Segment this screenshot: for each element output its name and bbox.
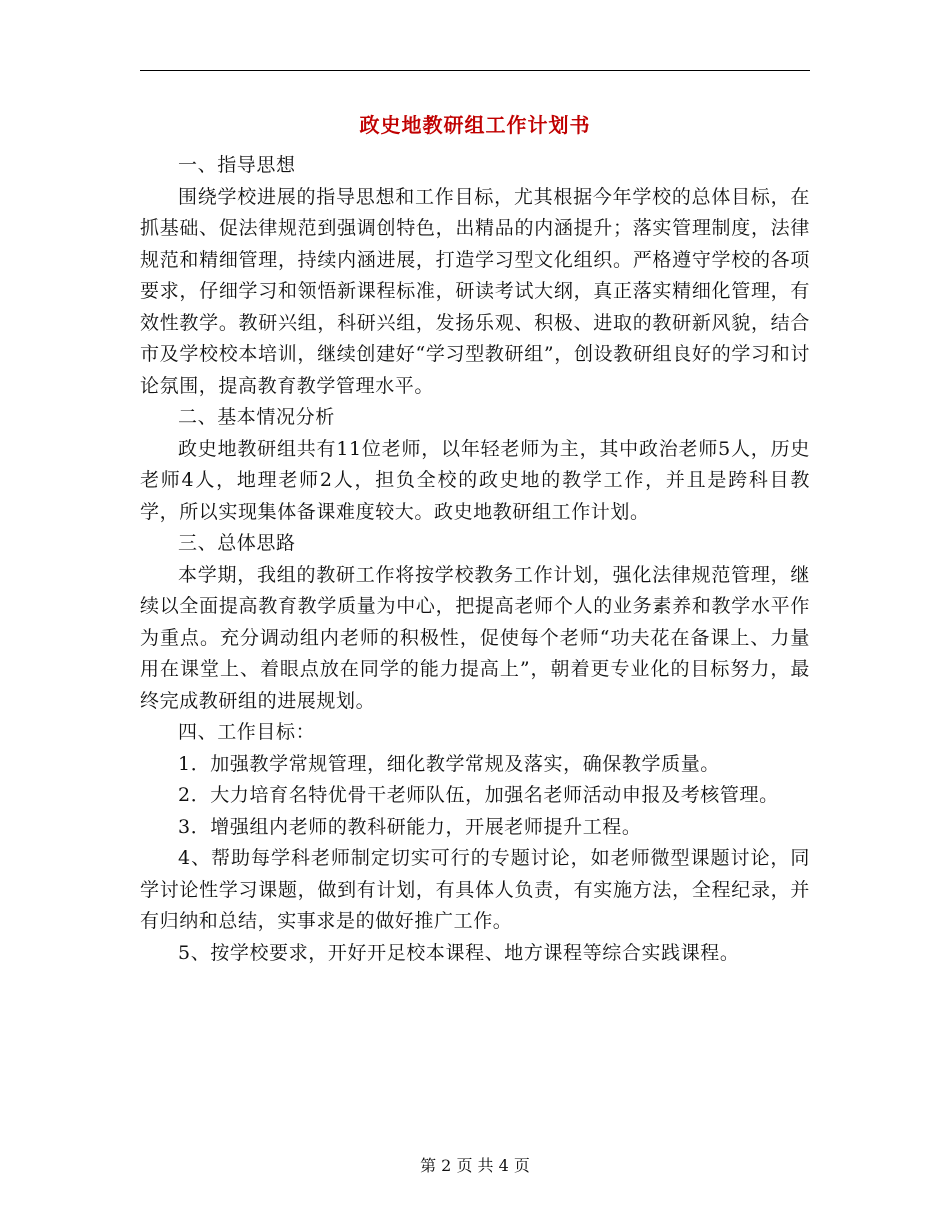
list-item: 1．加强教学常规管理，细化教学常规及落实，确保教学质量。 — [178, 752, 720, 775]
list-item: 3．增强组内老师的教科研能力，开展老师提升工程。 — [178, 815, 642, 838]
page-footer — [0, 1154, 950, 1178]
section-heading: 二、基本情况分析 — [178, 406, 335, 428]
header-rule — [140, 70, 810, 71]
section-heading: 三、总体思路 — [178, 532, 296, 554]
page-number: 第 2 页 共 4 页 — [420, 1156, 530, 1175]
list-item: 2．大力培育名特优骨干老师队伍，加强名老师活动申报及考核管理。 — [178, 784, 779, 806]
section-heading: 四、工作目标： — [178, 721, 316, 743]
paragraph: 本学期，我组的教研工作将按学校教务工作计划，强化法律规范管理，继续以全面提高教育教学质量为中心，把提高老师个人的业务素养和教学水平作为重点。充分调动组内老师的积极性，促使每个老师“功夫花在备课上、力量用在课堂上、着眼点放在同学的能力提高上”，朝着更专业化的目标努力，最终完成教研组的进展规划。 — [140, 563, 810, 712]
paragraph: 政史地教研组共有11位老师，以年轻老师为主，其中政治老师5人，历史老师4人，地理老师2人，担负全校的政史地的教学工作，并且是跨科目教学，所以实现集体备课难度较大。政史地教研组工作计划。 — [140, 437, 810, 523]
section-heading: 一、指导思想 — [178, 154, 296, 176]
document-title: 政史地教研组工作计划书 — [359, 113, 591, 137]
document-body — [140, 150, 810, 969]
list-item: 5、按学校要求，开好开足校本课程、地方课程等综合实践课程。 — [178, 941, 740, 964]
list-item: 4、帮助每学科老师制定切实可行的专题讨论，如老师微型课题讨论，同学讨论性学习课题，做到有计划，有具体人负责，有实施方法，全程纪录，并有归纳和总结，实事求是的做好推广工作。 — [140, 847, 810, 932]
paragraph: 围绕学校进展的指导思想和工作目标，尤其根据今年学校的总体目标，在抓基础、促法律规范到强调创特色，出精品的内涵提升；落实管理制度，法律规范和精细管理，持续内涵进展，打造学习型文化组织。严格遵守学校的各项要求，仔细学习和领悟新课程标准，研读考试大纲，真正落实精细化管理，有效性教学。教研兴组，科研兴组，发扬乐观、积极、进取的教研新风貌，结合市及学校校本培训，继续创建好“学习型教研组”，创设教研组良好的学习和讨论氛围，提高教育教学管理水平。 — [140, 185, 810, 397]
